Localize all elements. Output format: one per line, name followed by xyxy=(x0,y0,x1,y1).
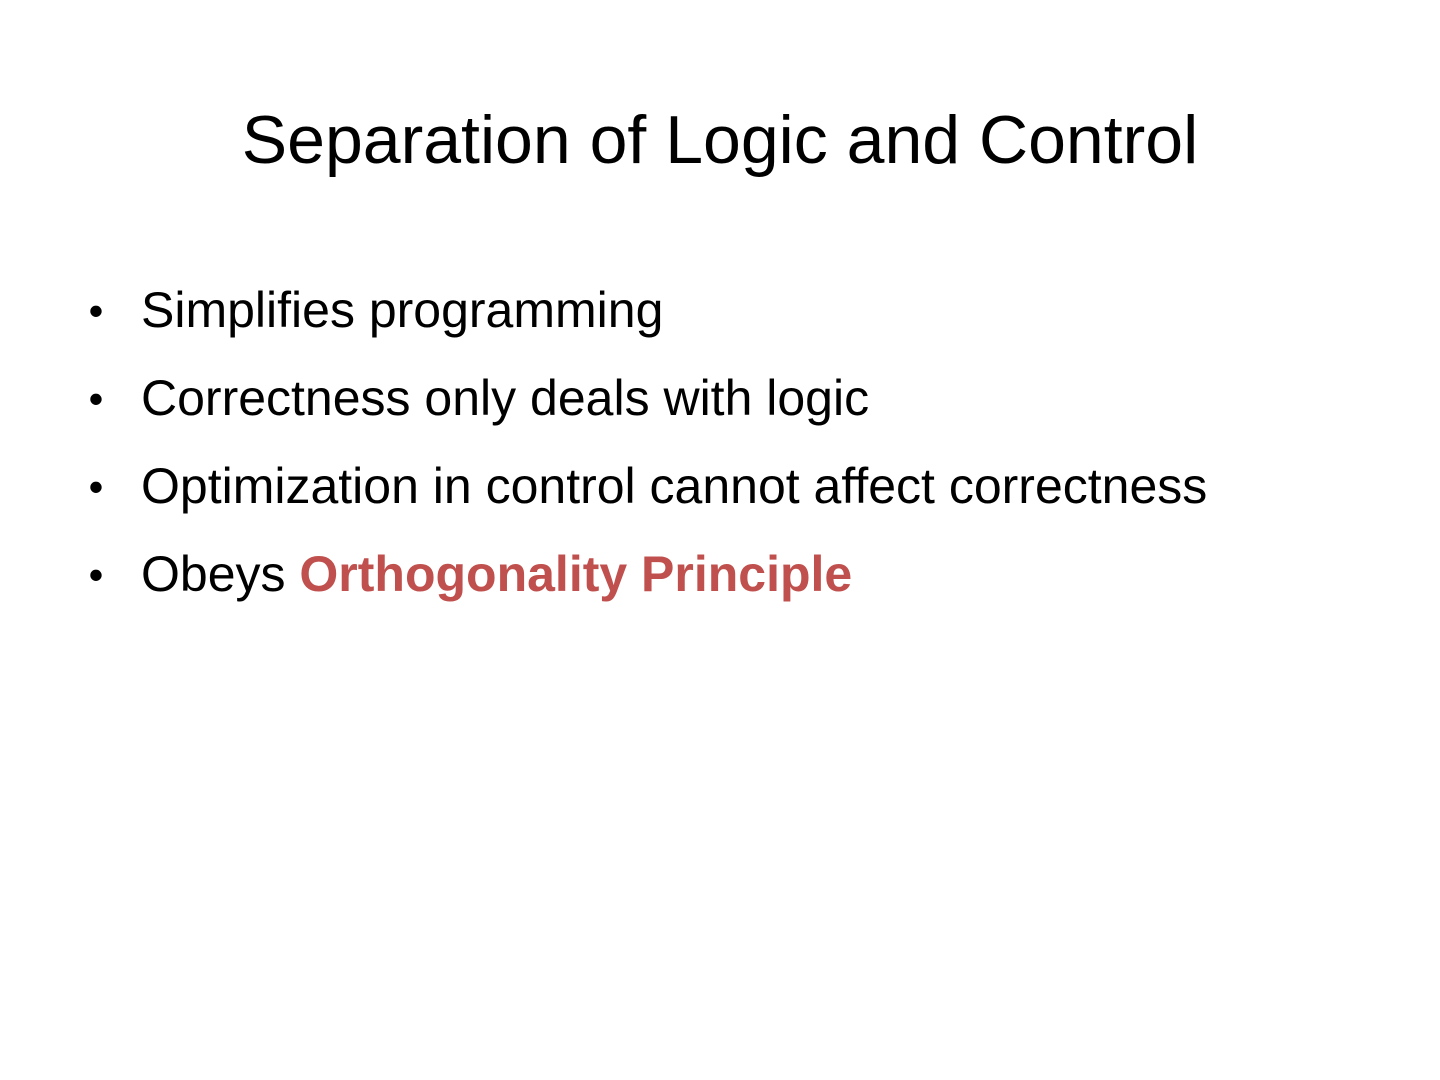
bullet-item-correctness xyxy=(84,360,1314,437)
bullet-text-prefix: Obeys xyxy=(141,546,300,602)
bullet-icon: • xyxy=(88,287,104,334)
bullet-icon: • xyxy=(88,375,104,422)
bullet-item-optimization xyxy=(84,448,1314,525)
bullet-icon: • xyxy=(88,551,104,598)
bullet-list xyxy=(84,272,1314,624)
bullet-text: Simplifies programming xyxy=(141,282,664,338)
slide-title: Separation of Logic and Control xyxy=(241,102,1199,178)
bullet-icon: • xyxy=(88,463,104,510)
bullet-text: Optimization in control cannot affect correctness xyxy=(141,458,1208,514)
bullet-text: Correctness only deals with logic xyxy=(141,370,870,426)
bullet-item-obeys xyxy=(84,536,1314,613)
orthogonality-principle-highlight: Orthogonality Principle xyxy=(299,546,853,602)
bullet-item-simplifies xyxy=(84,272,1314,349)
